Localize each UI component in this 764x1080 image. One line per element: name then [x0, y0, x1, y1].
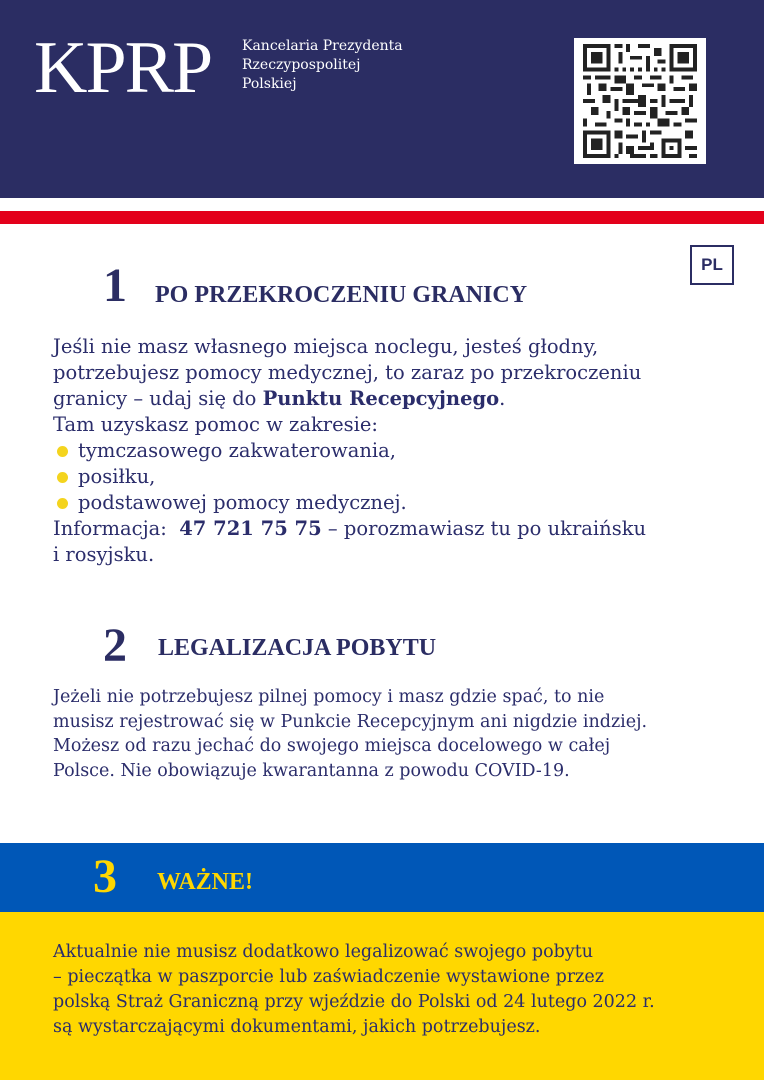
section-1-title: PO PRZEKROCZENIU GRANICY	[155, 282, 528, 308]
section-3-number: 3	[93, 850, 117, 903]
section-2-line: Jeżeli nie potrzebujesz pilnej pomocy i masz gdzie spać, to nie	[53, 687, 605, 707]
kprp-logo: KPRP	[34, 27, 212, 109]
list-item-text: tymczasowego zakwaterowania,	[78, 439, 396, 462]
bullet-icon	[57, 498, 68, 509]
section-3-line: Aktualnie nie musisz dodatkowo legalizować swojego pobytu	[53, 942, 594, 962]
section-2-number: 2	[103, 619, 127, 672]
section-3-body	[53, 940, 655, 1040]
line-3-period: .	[499, 387, 506, 410]
info-text: – porozmawiasz tu po ukraińsku	[321, 517, 647, 540]
section-1-number: 1	[103, 259, 127, 312]
info-phone[interactable]: 47 721 75 75	[179, 517, 322, 540]
section-2-line: Możesz od razu jechać do swojego miejsca docelowego w całej	[53, 736, 611, 756]
section-2-body	[53, 685, 647, 783]
section-1-line-1: Jeśli nie masz własnego miejsca noclegu, jesteś głodny,	[53, 335, 599, 358]
qr-code[interactable]	[574, 38, 706, 164]
org-line-3: Polskiej	[242, 76, 297, 92]
info-label: Informacja:	[53, 517, 180, 540]
section-1-line-4: Tam uzyskasz pomoc w zakresie:	[53, 413, 378, 436]
list-item	[53, 490, 646, 516]
organization-name	[242, 37, 403, 94]
section-1-line-3	[53, 386, 646, 412]
header-banner	[0, 0, 764, 198]
section-3-line: polską Straż Graniczną przy wjeździe do Polski od 24 lutego 2022 r.	[53, 992, 655, 1012]
section-3-title: WAŻNE!	[157, 869, 254, 895]
section-1-line-2: potrzebujesz pomocy medycznej, to zaraz po przekroczeniu	[53, 361, 642, 384]
list-item	[53, 438, 646, 464]
section-2-line: Polsce. Nie obowiązuje kwarantanna z powodu COVID-19.	[53, 760, 570, 781]
list-item-text: posiłku,	[78, 465, 156, 488]
bullet-icon	[57, 472, 68, 483]
info-line-2: i rosyjsku.	[53, 543, 155, 566]
qr-code-icon	[582, 44, 698, 158]
list-item-text: podstawowej pomocy medycznej.	[78, 491, 407, 514]
line-3-text: granicy – udaj się do	[53, 387, 263, 410]
section-3-line: – pieczątka w paszporcie lub zaświadczenie wystawione przez	[53, 967, 604, 987]
red-stripe	[0, 211, 764, 224]
section-2-line: musisz rejestrować się w Punkcie Recepcyjnym ani nigdzie indziej.	[53, 711, 648, 732]
section-2-title: LEGALIZACJA POBYTU	[158, 635, 437, 661]
org-line-2: Rzeczypospolitej	[242, 57, 361, 73]
reception-point-name: Punktu Recepcyjnego	[262, 387, 500, 410]
list-item	[53, 464, 646, 490]
section-3-line: są wystarczającymi dokumentami, jakich potrzebujesz.	[53, 1017, 541, 1037]
language-badge: PL	[690, 245, 734, 285]
org-line-1: Kancelaria Prezydenta	[242, 38, 403, 54]
bullet-icon	[57, 446, 68, 457]
info-line	[53, 516, 646, 542]
section-1-body	[53, 334, 646, 568]
